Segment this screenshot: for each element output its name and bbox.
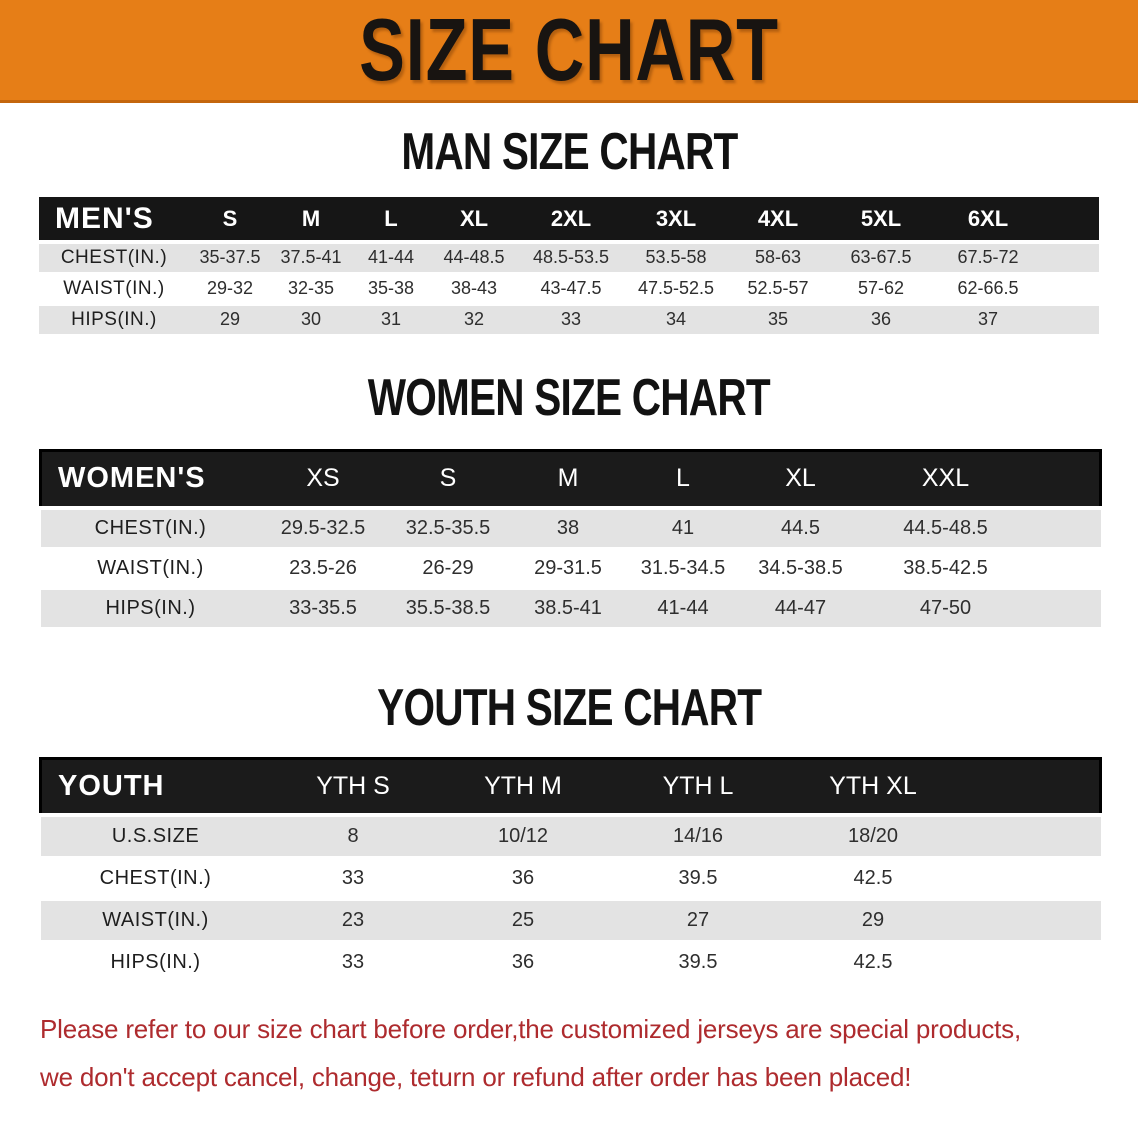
size-value: 35.5-38.5 <box>405 596 491 619</box>
size-value: 10/12 <box>497 824 549 847</box>
size-value: 27 <box>686 908 710 931</box>
table-header-row <box>41 450 1101 508</box>
size-value: 38 <box>556 516 580 539</box>
row-label: HIPS(IN.) <box>105 596 196 619</box>
row-label: CHEST(IN.) <box>60 246 168 268</box>
youth-section-heading-wrap <box>0 678 1138 737</box>
section-men <box>0 123 1138 337</box>
column-header: L <box>351 197 431 242</box>
column-header: YTH M <box>436 758 611 815</box>
row-label: WAIST(IN.) <box>63 277 165 299</box>
table-group-label: YOUTH <box>41 758 271 815</box>
spacer-cell <box>1031 450 1101 508</box>
size-value: 31 <box>380 309 402 329</box>
table-header-row <box>39 197 1099 242</box>
table-row <box>41 857 1101 899</box>
column-header: M <box>271 197 351 242</box>
size-value: 47-50 <box>919 596 972 619</box>
size-value: 52.5-57 <box>747 278 809 298</box>
table-row <box>41 899 1101 941</box>
size-value: 62-66.5 <box>957 278 1019 298</box>
spacer-cell <box>1031 588 1101 628</box>
column-header: YTH L <box>611 758 786 815</box>
size-value: 32.5-35.5 <box>405 516 491 539</box>
banner-title: SIZE CHART <box>359 0 779 99</box>
size-value: 44-47 <box>774 596 827 619</box>
column-header: 6XL <box>933 197 1043 242</box>
column-header: YTH S <box>271 758 436 815</box>
row-label: CHEST(IN.) <box>99 866 212 889</box>
size-value: 35-37.5 <box>199 247 261 268</box>
size-value: 41-44 <box>657 596 709 619</box>
size-value: 42.5 <box>853 866 893 889</box>
youth-section-heading: YOUTH SIZE CHART <box>376 678 762 737</box>
spacer-cell <box>961 899 1101 941</box>
size-value: 33 <box>560 309 582 329</box>
spacer-cell <box>1043 242 1099 273</box>
size-chart-banner <box>0 0 1138 103</box>
size-value: 67.5-72 <box>957 247 1019 268</box>
men-section-heading: MAN SIZE CHART <box>400 123 738 181</box>
size-value: 41 <box>671 516 695 539</box>
spacer-cell <box>961 815 1101 857</box>
size-value: 23 <box>341 908 365 931</box>
column-header: XL <box>741 450 861 508</box>
youth-size-table <box>39 757 1099 985</box>
size-value: 36 <box>870 309 892 329</box>
table-group-label: MEN'S <box>39 197 189 242</box>
size-value: 23.5-26 <box>289 556 357 579</box>
size-value: 58-63 <box>754 247 802 268</box>
column-header: S <box>386 450 511 508</box>
spacer-cell <box>961 857 1101 899</box>
size-value: 34 <box>665 309 687 329</box>
size-value: 47.5-52.5 <box>637 278 715 298</box>
size-value: 38-43 <box>450 278 498 298</box>
size-value: 48.5-53.5 <box>532 247 610 268</box>
size-value: 32-35 <box>287 278 335 298</box>
table-row <box>41 941 1101 983</box>
women-size-table <box>39 449 1099 630</box>
row-label: WAIST(IN.) <box>102 908 209 931</box>
size-value: 30 <box>300 309 322 329</box>
size-value: 26-29 <box>422 556 474 579</box>
size-table-grid <box>39 449 1102 630</box>
size-value: 42.5 <box>853 950 893 973</box>
disclaimer-line-1: Please refer to our size chart before order,the customized jerseys are special products, <box>40 1013 1022 1044</box>
spacer-cell <box>1043 273 1099 304</box>
spacer-cell <box>1043 304 1099 335</box>
section-youth <box>0 678 1138 985</box>
size-value: 29-32 <box>206 278 254 298</box>
disclaimer-line-2: we don't accept cancel, change, teturn or refund after order has been placed! <box>40 1061 912 1092</box>
spacer-cell <box>1031 548 1101 588</box>
column-header: S <box>189 197 271 242</box>
size-table-grid <box>39 757 1102 985</box>
size-value: 38.5-42.5 <box>903 556 988 579</box>
size-value: 37 <box>977 309 999 329</box>
size-value: 35-38 <box>367 278 415 298</box>
section-women <box>0 368 1138 630</box>
size-value: 41-44 <box>367 247 415 268</box>
size-value: 29-31.5 <box>534 556 602 579</box>
size-value: 36 <box>511 866 535 889</box>
size-value: 34.5-38.5 <box>758 556 843 579</box>
disclaimer <box>40 1005 1138 1101</box>
column-header: XL <box>431 197 517 242</box>
size-value: 39.5 <box>678 866 718 889</box>
row-label: HIPS(IN.) <box>71 308 157 330</box>
men-size-table <box>39 197 1099 337</box>
column-header: YTH XL <box>786 758 961 815</box>
column-header: 2XL <box>517 197 625 242</box>
column-header: 3XL <box>625 197 727 242</box>
table-header-row <box>41 758 1101 815</box>
size-value: 36 <box>511 950 535 973</box>
column-header: M <box>511 450 626 508</box>
row-label: WAIST(IN.) <box>97 556 204 579</box>
size-value: 8 <box>347 824 359 847</box>
column-header: 5XL <box>829 197 933 242</box>
size-value: 14/16 <box>672 824 724 847</box>
size-value: 29 <box>861 908 885 931</box>
size-value: 53.5-58 <box>645 247 707 268</box>
table-row <box>39 242 1099 273</box>
size-value: 39.5 <box>678 950 718 973</box>
spacer-cell <box>961 941 1101 983</box>
column-header: 4XL <box>727 197 829 242</box>
size-value: 33 <box>341 950 365 973</box>
men-section-heading-wrap <box>0 123 1138 181</box>
table-row <box>41 548 1101 588</box>
table-row <box>39 273 1099 304</box>
row-label: U.S.SIZE <box>111 824 200 847</box>
size-value: 44.5-48.5 <box>903 516 988 539</box>
row-label: CHEST(IN.) <box>94 516 207 539</box>
row-label: HIPS(IN.) <box>110 950 201 973</box>
women-section-heading: WOMEN SIZE CHART <box>367 368 771 427</box>
column-header: L <box>626 450 741 508</box>
size-value: 33 <box>341 866 365 889</box>
spacer-cell <box>1031 508 1101 548</box>
size-value: 31.5-34.5 <box>640 556 726 579</box>
size-value: 63-67.5 <box>850 247 912 268</box>
column-header: XXL <box>861 450 1031 508</box>
table-group-label: WOMEN'S <box>41 450 261 508</box>
table-row <box>39 304 1099 335</box>
size-value: 29 <box>219 309 241 329</box>
size-table-grid <box>39 197 1099 337</box>
size-value: 37.5-41 <box>280 247 342 268</box>
size-value: 44-48.5 <box>443 247 505 268</box>
size-value: 57-62 <box>857 278 905 298</box>
size-value: 44.5 <box>781 516 820 539</box>
size-value: 38.5-41 <box>534 596 602 619</box>
size-value: 35 <box>767 309 789 329</box>
size-value: 33-35.5 <box>289 596 357 619</box>
size-value: 43-47.5 <box>540 278 602 298</box>
women-section-heading-wrap <box>0 368 1138 427</box>
spacer-cell <box>1043 197 1099 242</box>
size-value: 18/20 <box>847 824 899 847</box>
table-row <box>41 508 1101 548</box>
column-header: XS <box>261 450 386 508</box>
spacer-cell <box>961 758 1101 815</box>
size-value: 25 <box>511 908 535 931</box>
size-value: 32 <box>463 309 485 329</box>
table-row <box>41 815 1101 857</box>
size-value: 29.5-32.5 <box>280 516 366 539</box>
size-chart-content <box>0 123 1138 985</box>
table-row <box>41 588 1101 628</box>
